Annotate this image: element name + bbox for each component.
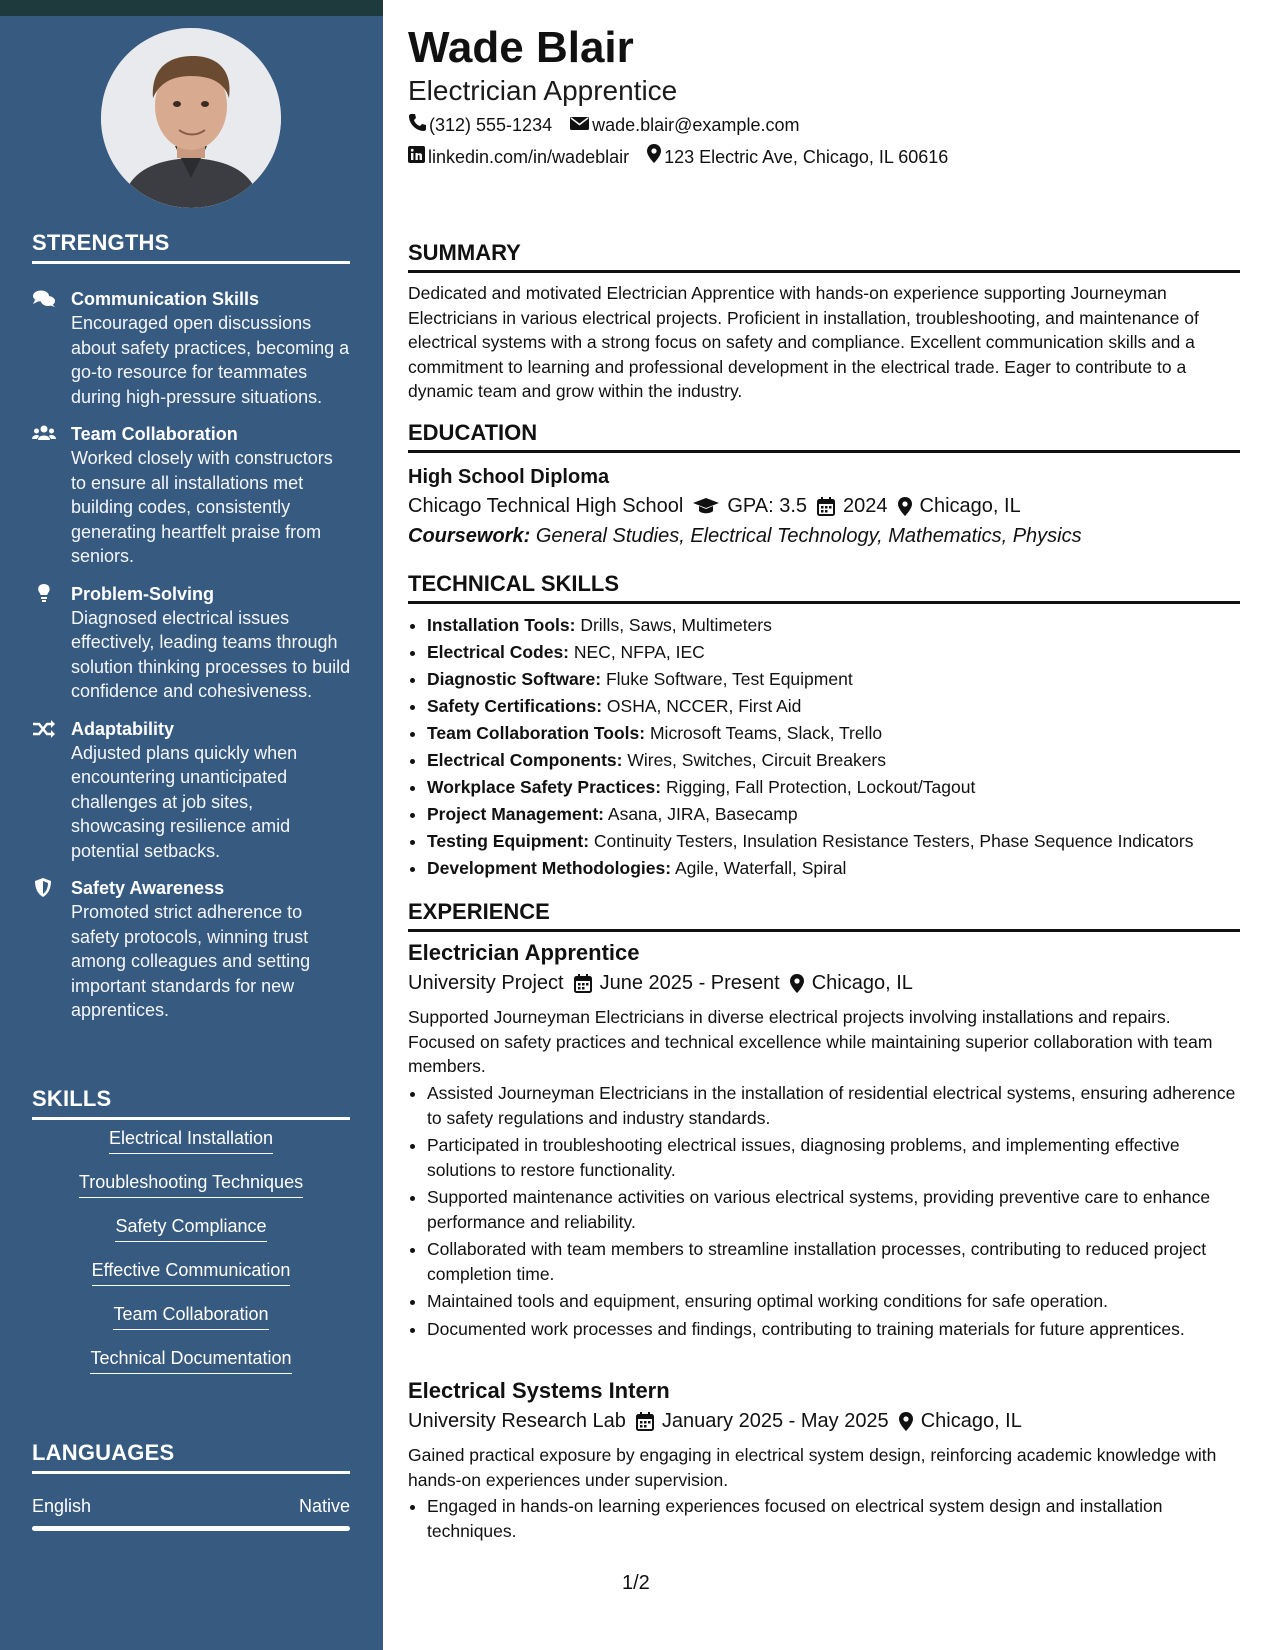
job-summary: Supported Journeyman Electricians in diverse electrical projects involving installations and repairs. Focused on safety practices and technical excellence while maintaining superior collaboration with team members. (408, 1007, 1213, 1076)
job-meta (408, 1408, 1022, 1434)
shuffle-icon (32, 719, 56, 739)
job-summary: Gained practical exposure by engaging in electrical system design, reinforcing academic knowledge with hands-on experiences under supervision. (408, 1445, 1217, 1490)
job-bullet: • Engaged in hands-on learning experiences focused on electrical system design and installation techniques. (427, 1494, 1240, 1543)
job-organization: University Research Lab (408, 1410, 626, 1432)
linkedin-icon (408, 145, 428, 169)
school-location: Chicago, IL (919, 495, 1021, 517)
technical-skill-item: • Testing Equipment: Continuity Testers, Insulation Resistance Testers, Phase Sequence Indicators (427, 828, 1240, 855)
job-location: Chicago, IL (811, 972, 913, 994)
phone-icon (408, 113, 429, 137)
contact-phone: (312) 555-1234 (408, 113, 552, 137)
strength-item (32, 287, 352, 409)
strengths-heading: STRENGTHS (32, 230, 350, 264)
strength-title: Team Collaboration (71, 424, 238, 444)
graduation-year: 2024 (843, 495, 888, 517)
strength-item (32, 582, 352, 704)
summary-heading: SUMMARY (408, 240, 1240, 273)
technical-skill-item: • Team Collaboration Tools: Microsoft Teams, Slack, Trello (427, 720, 1240, 747)
sidebar (0, 0, 383, 1650)
calendar-icon (626, 1412, 662, 1431)
candidate-title: Electrician Apprentice (408, 75, 678, 106)
job-bullet: • Participated in troubleshooting electrical issues, diagnosing problems, and implementing effective solutions to restore functionality. (427, 1133, 1240, 1182)
technical-skill-item: • Electrical Codes: NEC, NFPA, IEC (427, 639, 1240, 666)
strength-description: Encouraged open discussions about safety practices, becoming a go-to resource for teammates during high-pressure situations. (71, 313, 350, 407)
job-bullets (408, 1494, 1240, 1546)
technical-skill-item: • Diagnostic Software: Fluke Software, Test Equipment (427, 666, 1240, 693)
job-meta (408, 970, 913, 996)
skill-tag: Team Collaboration (113, 1302, 268, 1330)
school-name: Chicago Technical High School (408, 495, 684, 517)
degree-title: High School Diploma (408, 466, 610, 488)
language-level: Native (298, 1496, 350, 1516)
strength-description: Diagnosed electrical issues effectively, leading teams through solution thinking processes to build confidence and cohesiveness. (71, 607, 351, 701)
coursework-list: General Studies, Electrical Technology, Mathematics, Physics (535, 525, 1082, 547)
job-bullet: • Collaborated with team members to streamline installation processes, contributing to reduced project completion time. (427, 1237, 1240, 1286)
job-bullets (408, 1081, 1240, 1344)
lightbulb-icon (32, 584, 56, 604)
strength-title: Communication Skills (71, 289, 260, 309)
experience-heading: EXPERIENCE (408, 899, 1240, 932)
job-dates: June 2025 - Present (599, 972, 780, 994)
coursework (408, 523, 1082, 549)
page-indicator: 1/2 (622, 1572, 650, 1594)
languages-heading: LANGUAGES (32, 1440, 350, 1474)
strength-item (32, 876, 352, 1023)
users-icon (32, 424, 56, 444)
strength-description: Adjusted plans quickly when encountering unanticipated challenges at job sites, showcasing resilience amid potential setbacks. (71, 742, 298, 861)
map-marker-icon (889, 1412, 921, 1431)
job-bullet: • Supported maintenance activities on various electrical systems, providing preventive care to enhance performance and reliability. (427, 1185, 1240, 1234)
skill-tag: Electrical Installation (109, 1126, 273, 1154)
job-bullet: • Maintained tools and equipment, ensuring optimal working conditions for safe operation. (427, 1289, 1240, 1314)
envelope-icon (570, 113, 592, 137)
calendar-icon (807, 497, 843, 516)
map-marker-icon (647, 144, 664, 169)
skills-heading: SKILLS (32, 1086, 350, 1120)
contact-email[interactable]: wade.blair@example.com (570, 113, 799, 137)
job-location: Chicago, IL (920, 1410, 1022, 1432)
contact-linkedin[interactable]: linkedin.com/in/wadeblair (408, 145, 629, 169)
map-marker-icon (780, 974, 812, 993)
map-marker-icon (888, 497, 920, 516)
technical-skill-item: • Electrical Components: Wires, Switches, Circuit Breakers (427, 747, 1240, 774)
education-heading: EDUCATION (408, 420, 1240, 453)
strength-description: Worked closely with constructors to ensure all installations met building codes, consistently generating heartfelt praise from seniors. (71, 448, 333, 566)
strengths-list (32, 287, 352, 1036)
summary-text: Dedicated and motivated Electrician Apprentice with hands-on experience supporting Journeyman Electricians in various electrical projects. Proficient in installation, troubleshooting, and maintenance of electrical systems with a strong focus on safety and compliance. Excellent communication skills and a commitment to learning and professional development in the electrical trade. Eager to contribute to a dynamic team and grow within the industry. (408, 283, 1199, 401)
candidate-name: Wade Blair (408, 23, 634, 72)
technical-skill-item: • Workplace Safety Practices: Rigging, Fall Protection, Lockout/Tagout (427, 774, 1240, 801)
job-title: Electrical Systems Intern (408, 1378, 670, 1403)
contact-row-1 (408, 113, 817, 137)
language-proficiency-bar (32, 1526, 350, 1531)
skills-list (32, 1126, 350, 1390)
graduation-cap-icon (683, 497, 727, 515)
technical-skills-list (408, 612, 1240, 882)
language-row (32, 1496, 350, 1517)
calendar-icon (564, 974, 600, 993)
skill-tag: Effective Communication (92, 1258, 291, 1286)
job-organization: University Project (408, 972, 564, 994)
job-bullet: • Assisted Journeyman Electricians in the installation of residential electrical systems, ensuring adherence to safety regulations and industry standards. (427, 1081, 1240, 1130)
strength-title: Problem-Solving (71, 583, 215, 604)
technical-skill-item: • Safety Certifications: OSHA, NCCER, First Aid (427, 693, 1240, 720)
comments-icon (32, 289, 56, 309)
job-title: Electrician Apprentice (408, 940, 640, 965)
profile-photo (101, 28, 281, 208)
strength-title: Safety Awareness (71, 878, 225, 898)
technical-skill-item: • Project Management: Asana, JIRA, Basecamp (427, 801, 1240, 828)
skill-tag: Safety Compliance (115, 1214, 266, 1242)
job-dates: January 2025 - May 2025 (661, 1410, 889, 1432)
language-name: English (32, 1496, 92, 1516)
skill-tag: Technical Documentation (90, 1346, 291, 1374)
contact-row-2 (408, 144, 966, 169)
shield-icon (32, 878, 56, 898)
contact-address: 123 Electric Ave, Chicago, IL 60616 (647, 144, 948, 169)
coursework-label: Coursework: (408, 525, 531, 547)
sidebar-top-bar (0, 0, 383, 16)
technical-skill-item: • Development Methodologies: Agile, Waterfall, Spiral (427, 855, 1240, 882)
strength-title: Adaptability (71, 718, 175, 739)
strength-item (32, 717, 352, 864)
strength-description: Promoted strict adherence to safety protocols, winning trust among colleagues and setting important standards for new apprentices. (71, 902, 311, 1020)
gpa: GPA: 3.5 (727, 495, 808, 517)
education-meta (408, 493, 1021, 519)
skill-tag: Troubleshooting Techniques (79, 1170, 303, 1198)
strength-item (32, 422, 352, 569)
technical-skill-item: • Installation Tools: Drills, Saws, Multimeters (427, 612, 1240, 639)
technical-skills-heading: TECHNICAL SKILLS (408, 571, 1240, 604)
job-bullet: • Documented work processes and findings, contributing to training materials for future apprentices. (427, 1317, 1240, 1342)
